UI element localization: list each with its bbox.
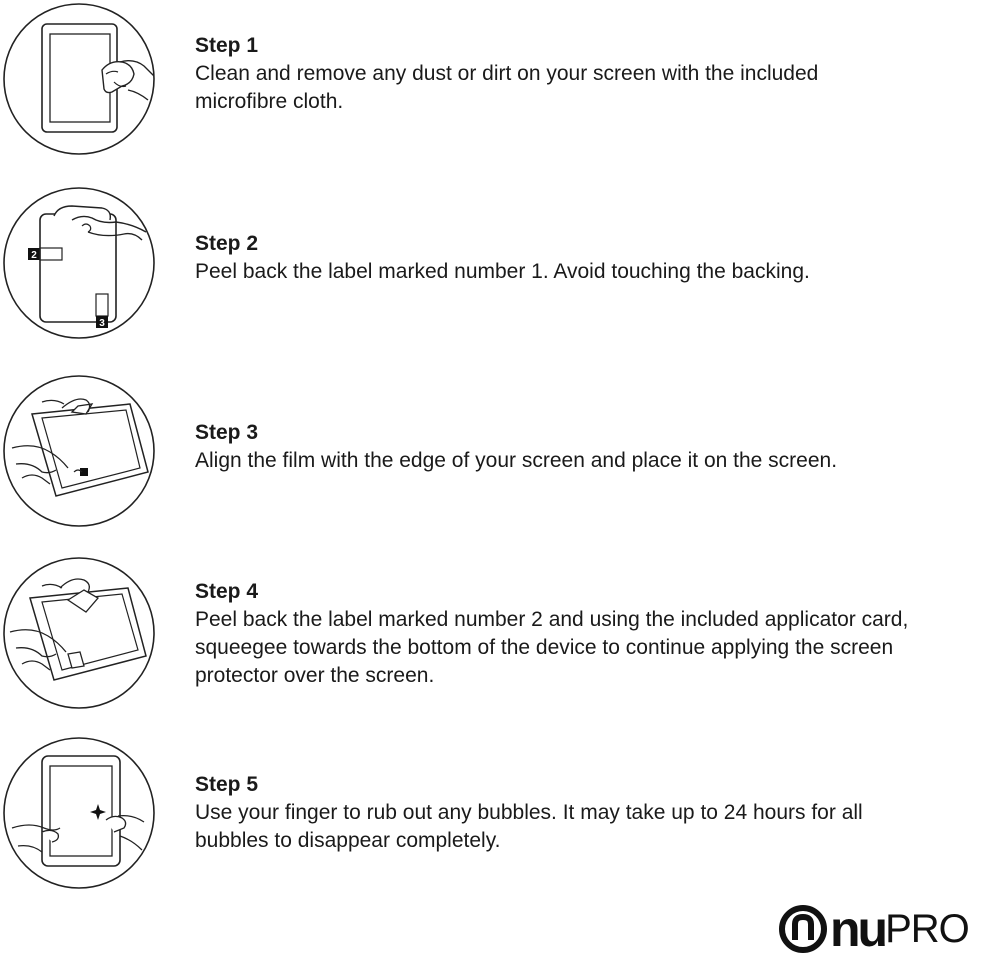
rub-bubbles-icon	[2, 736, 156, 890]
brand-logo	[778, 901, 988, 957]
step-description-line: microfibre cloth.	[195, 90, 344, 113]
label-mark-2: 2	[31, 250, 37, 261]
step-description-line: bubbles to disappear completely.	[195, 829, 501, 852]
step-description-line: Use your finger to rub out any bubbles. It may take up to 24 hours for all	[195, 801, 863, 824]
brand-name-pro: PRO	[885, 907, 969, 951]
applicator-card-icon	[2, 556, 156, 710]
align-film-icon	[2, 374, 156, 528]
step-title: Step 5	[195, 773, 259, 796]
step-description-line: Align the film with the edge of your screen and place it on the screen.	[195, 449, 838, 472]
step-description-line: Peel back the label marked number 2 and using the included applicator card,	[195, 608, 909, 631]
step-description-line: protector over the screen.	[195, 664, 435, 687]
step-description-line: squeegee towards the bottom of the device to continue applying the screen	[195, 636, 894, 659]
peel-label-icon	[2, 186, 156, 340]
step-description-line: Peel back the label marked number 1. Avoid touching the backing.	[195, 260, 810, 283]
step-title: Step 1	[195, 34, 259, 57]
step-title: Step 2	[195, 232, 259, 255]
label-mark-3: 3	[99, 318, 105, 329]
nupro-logo-mark-icon	[778, 904, 828, 954]
step-title: Step 3	[195, 421, 259, 444]
step-description-line: Clean and remove any dust or dirt on your screen with the included	[195, 62, 819, 85]
brand-name-nu: nu	[830, 901, 886, 957]
tablet-cleaning-cloth-icon	[2, 2, 156, 156]
step-title: Step 4	[195, 580, 259, 603]
